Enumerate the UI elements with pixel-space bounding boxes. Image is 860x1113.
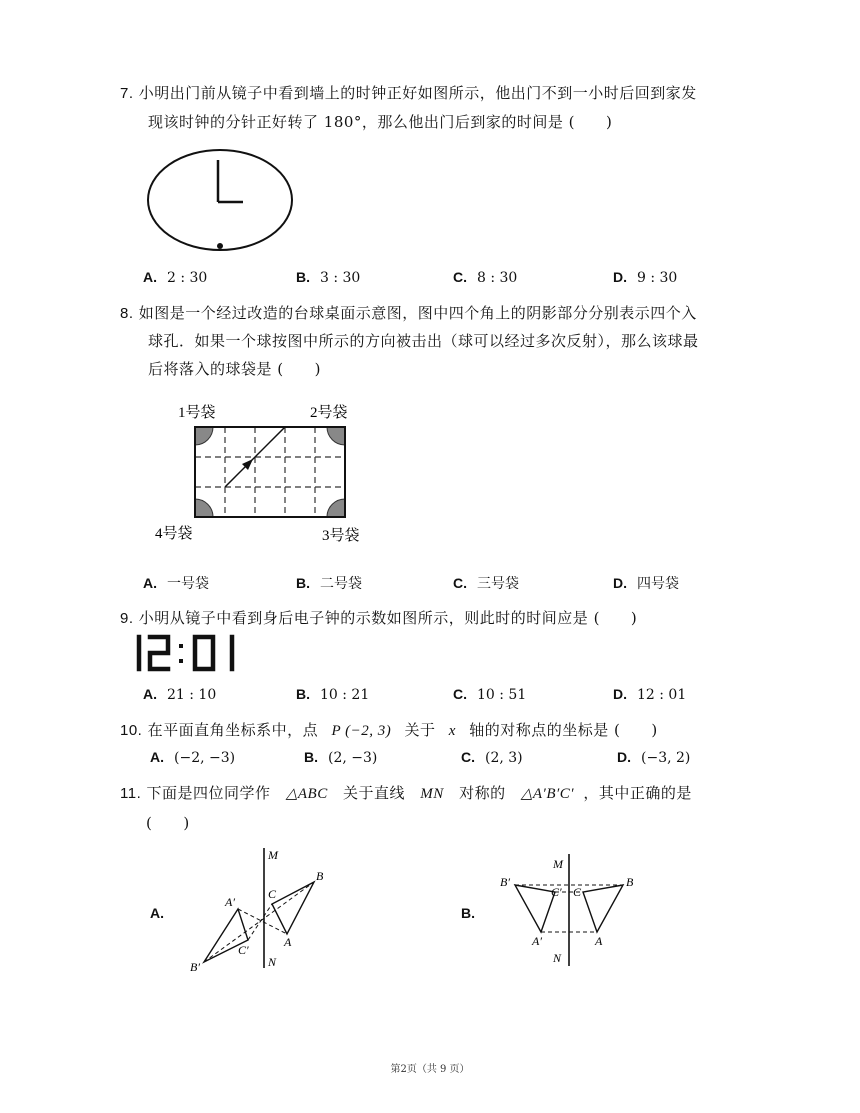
q8-option-a[interactable]: A. 一号袋 [143,575,209,592]
q11-option-a[interactable]: A. [150,905,164,921]
q10-line1 [120,719,658,740]
pocket-3 [327,499,345,517]
q11-text-mid: 关于直线 [342,784,405,802]
q9-option-d[interactable]: D. 12 : 01 [613,686,687,703]
q11-line-mn: MN [420,786,444,802]
q9-option-a[interactable]: A. 21 : 10 [143,686,217,703]
q10-axis: x [448,723,456,739]
pocket-label-2: 2号袋 [310,405,348,421]
triangle-abc-b [583,885,623,932]
q7-text-1: 小明出门前从镜子中看到墙上的时钟正好如图所示，他出门不到一小时后回到家发 [138,84,697,102]
q9-number: 9. [120,610,134,627]
q7-text-2: 现该时钟的分针正好转了 180°，那么他出门后到家的时间是 ( ) [148,113,613,131]
q7-number: 7. [120,85,134,102]
label-n: N [268,955,277,969]
q7-option-a[interactable]: A. 2 : 30 [143,269,208,286]
clock-bottom-dot [217,243,223,249]
label-a1: A′ [225,895,235,909]
mirror-clock-figure [140,145,300,257]
pocket-1 [195,427,213,445]
table-grid [195,427,345,517]
q8-option-b[interactable]: B. 二号袋 [296,575,362,592]
q7-option-d[interactable]: D. 9 : 30 [613,269,678,286]
q8-option-d[interactable]: D. 四号袋 [613,575,679,592]
q11-text-pre: 下面是四位同学作 [146,784,271,802]
q8-text-1: 如图是一个经过改造的台球桌面示意图，图中四个角上的阴影部分分别表示四个入 [138,304,697,322]
label-a1-b: A′ [532,934,542,948]
label-b1: B′ [190,960,200,974]
q10-text-mid: 关于 [404,721,436,739]
label-m: M [268,848,278,862]
q10-option-b[interactable]: B. (2, −3) [304,749,378,766]
q8-option-c[interactable]: C. 三号袋 [453,575,519,592]
q7-option-c[interactable]: C. 8 : 30 [453,269,518,286]
q11-number: 11. [120,785,142,802]
q11-text-mid2: 对称的 [459,784,506,802]
q7-option-b[interactable]: B. 3 : 30 [296,269,361,286]
q8-number: 8. [120,305,134,322]
q11-text-2: ( ) [146,814,190,832]
q11-triangle-abc: △ABC [285,786,328,802]
pocket-4 [195,499,213,517]
label-n-b: N [553,951,562,965]
q10-text-post: 轴的对称点的坐标是 ( ) [469,721,658,739]
q11-line1 [120,782,692,803]
q11-option-b[interactable]: B. [461,905,475,921]
label-c-b: C [573,885,582,899]
label-c1: C′ [238,943,249,957]
pocket-label-3: 3号袋 [322,528,360,544]
pocket-label-1: 1号袋 [178,405,216,421]
page-footer: 第2页（共 9 页） [390,1064,470,1075]
q9-line1 [120,607,637,628]
label-c: C [268,887,277,901]
table-border [195,427,345,517]
billiard-table-figure [150,395,380,555]
q11-figure-a [180,840,340,980]
q10-option-d[interactable]: D. (−3, 2) [617,749,691,766]
pocket-label-4: 4号袋 [155,526,193,542]
q8-text-3: 后将落入的球袋是 ( ) [148,360,321,378]
triangle-a1b1c1-b [515,885,555,932]
q11-figure-b [495,850,645,970]
q9-option-b[interactable]: B. 10 : 21 [296,686,370,703]
q11-triangle-prime: △A′B′C′ [520,786,575,802]
label-b: B [316,869,324,883]
q10-option-c[interactable]: C. (2, 3) [461,749,523,766]
q8-line1 [120,302,697,323]
q11-text-post: ，其中正确的是 [583,784,692,802]
label-b-b: B [626,875,634,889]
pocket-2 [327,427,345,445]
q9-option-c[interactable]: C. 10 : 51 [453,686,527,703]
q10-point: P (−2, 3) [331,723,392,739]
connectors-a [204,882,314,962]
clock-face [148,150,292,250]
mirror-digital-clock-figure [130,632,245,674]
label-c1-b: C′ [551,885,562,899]
label-a: A [284,935,292,949]
label-m-b: M [553,857,563,871]
q10-number: 10. [120,722,143,739]
q8-text-2: 球孔．如果一个球按图中所示的方向被击出（球可以经过多次反射），那么该球最 [148,332,699,350]
q10-text-pre: 在平面直角坐标系中，点 [147,721,319,739]
q9-text-1: 小明从镜子中看到身后电子钟的示数如图所示，则此时的时间应是 ( ) [138,609,638,627]
label-b1-b: B′ [500,875,510,889]
q10-option-a[interactable]: A. (−2, −3) [150,749,236,766]
label-a-b: A [595,934,603,948]
q7-line1 [120,82,697,103]
